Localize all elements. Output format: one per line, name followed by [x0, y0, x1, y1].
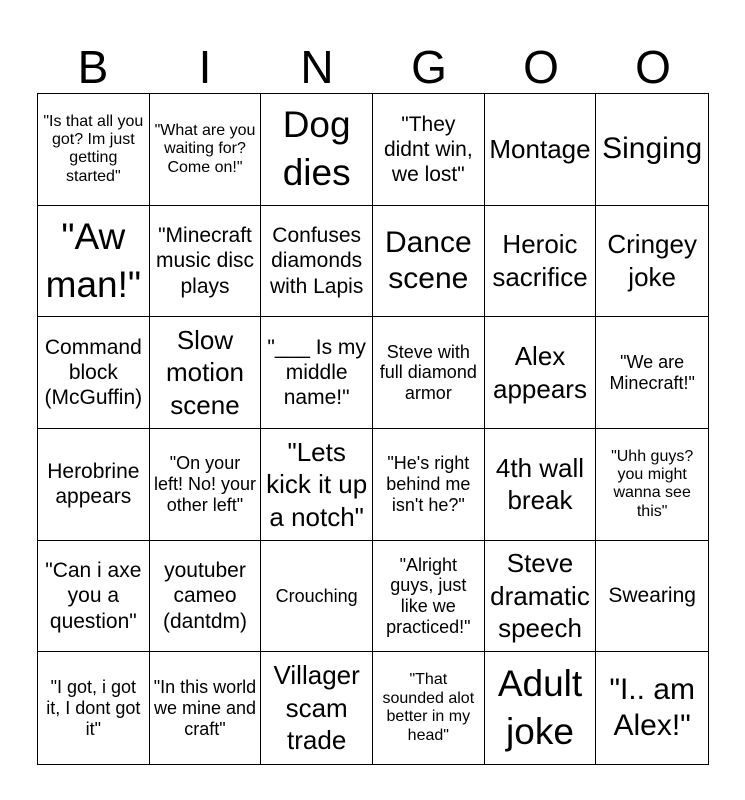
bingo-cell[interactable]: Steve dramatic speech [485, 541, 597, 653]
bingo-cell[interactable]: Singing [596, 94, 708, 206]
bingo-cell[interactable]: Command block (McGuffin) [38, 317, 150, 429]
bingo-cell[interactable]: Heroic sacrifice [485, 206, 597, 318]
header-letter: O [523, 41, 559, 93]
bingo-cell[interactable]: Dog dies [261, 94, 373, 206]
bingo-cell[interactable]: "I got, i got it, I dont got it" [38, 652, 150, 764]
bingo-cell[interactable]: "On your left! No! your other left" [150, 429, 262, 541]
bingo-cell[interactable]: "___ Is my middle name!" [261, 317, 373, 429]
bingo-cell[interactable]: Cringey joke [596, 206, 708, 318]
bingo-cell[interactable]: Villager scam trade [261, 652, 373, 764]
header-letter: I [198, 41, 212, 93]
bingo-cell[interactable]: "I.. am Alex!" [609, 673, 695, 743]
bingo-cell[interactable]: Steve with full diamond armor [373, 317, 485, 429]
bingo-cell[interactable]: "We are Minecraft!" [596, 317, 708, 429]
bingo-cell[interactable]: "Minecraft music disc plays [150, 206, 262, 318]
bingo-cell[interactable]: youtuber cameo (dantdm) [150, 541, 262, 653]
header-letter: G [411, 41, 447, 93]
bingo-cell[interactable]: "Aw man!" [38, 206, 150, 318]
bingo-cell[interactable]: "He's right behind me isn't he?" [373, 429, 485, 541]
bingo-cell[interactable]: Confuses diamonds with Lapis [261, 206, 373, 318]
bingo-cell[interactable]: Dance scene [373, 206, 485, 318]
bingo-cell[interactable]: "Alright guys, just like we practiced!" [373, 541, 485, 653]
header-letter: B [77, 41, 109, 93]
bingo-cell[interactable]: 4th wall break [485, 429, 597, 541]
bingo-cell[interactable]: Alex appears [485, 317, 597, 429]
bingo-cell[interactable]: "In this world we mine and craft" [150, 652, 262, 764]
bingo-cell[interactable]: "Is that all you got? Im just getting started" [38, 94, 150, 206]
bingo-cell[interactable]: "They didnt win, we lost" [373, 94, 485, 206]
bingo-cell[interactable]: Herobrine appears [38, 429, 150, 541]
bingo-cell[interactable]: "Lets kick it up a notch" [261, 429, 373, 541]
bingo-cell[interactable]: "Can i axe you a question" [38, 541, 150, 653]
bingo-cell[interactable]: Crouching [261, 541, 373, 653]
bingo-cell[interactable]: "What are you waiting for? Come on!" [150, 94, 262, 206]
bingo-cell[interactable]: Slow motion scene [150, 317, 262, 429]
bingo-cell[interactable]: "Uhh guys? you might wanna see this" [596, 429, 708, 541]
bingo-cell[interactable]: Montage [485, 94, 597, 206]
bingo-grid [37, 93, 709, 765]
bingo-cell[interactable]: Adult joke [485, 652, 597, 764]
header-letter: N [300, 41, 334, 93]
bingo-header [37, 40, 709, 94]
bingo-cell[interactable]: "That sounded alot better in my head" [373, 652, 485, 764]
bingo-cell[interactable]: Swearing [596, 541, 708, 653]
header-letter: O [635, 41, 671, 93]
